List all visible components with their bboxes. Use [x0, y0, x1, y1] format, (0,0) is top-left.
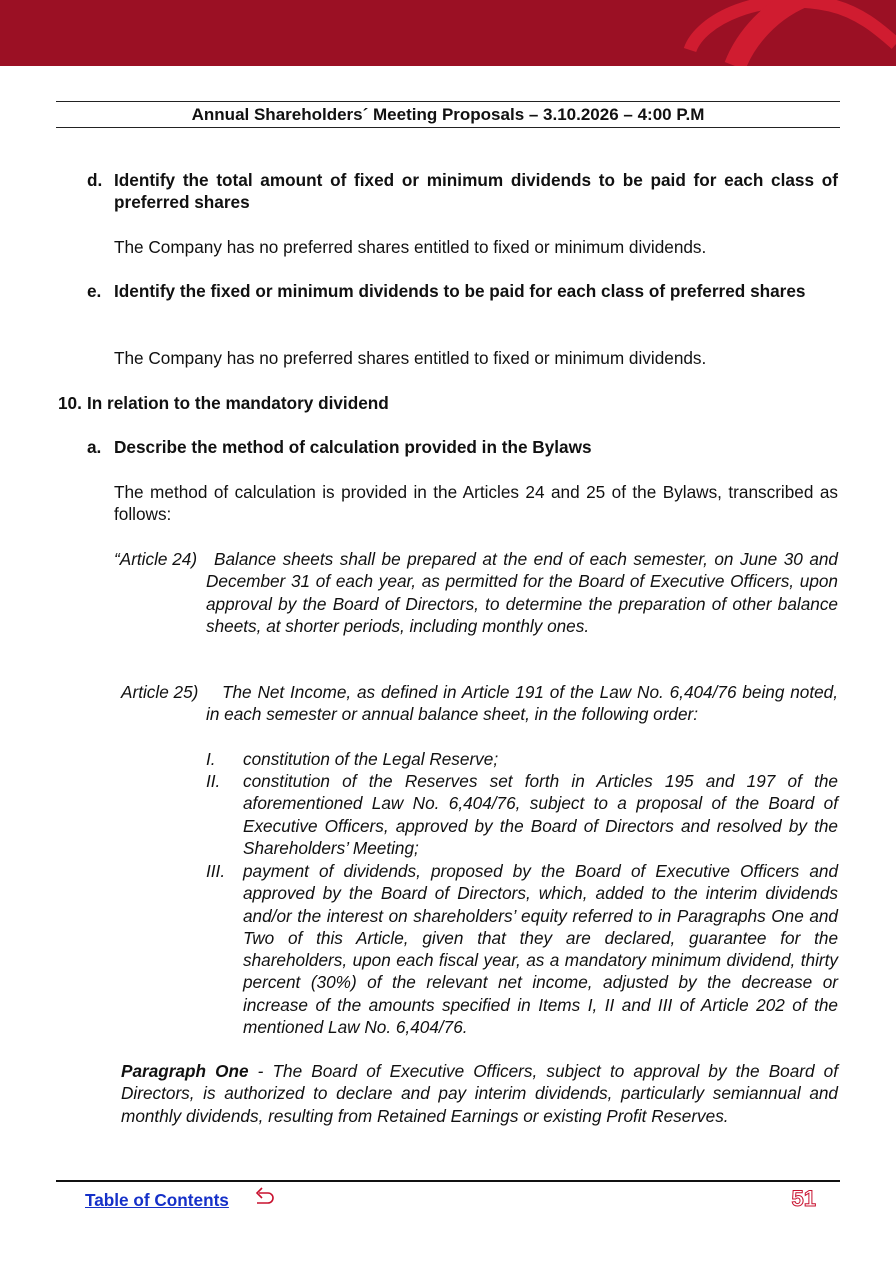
paragraph-one-label: Paragraph One — [121, 1061, 249, 1081]
item-a-heading: Describe the method of calculation provided in the Bylaws — [114, 437, 592, 457]
item-d-body: The Company has no preferred shares entitled to fixed or minimum dividends. — [114, 237, 707, 257]
footer-divider — [56, 1180, 840, 1182]
article-25-item-text: constitution of the Reserves set forth in Articles 195 and 197 of the aforementioned Law No. 6,404/76, subject to a proposal of the Board of Executive Officers, approved by the Board of Directors and resolved by the Shareholders’ Meeting; — [243, 771, 838, 858]
article-24-label: “Article 24) — [114, 549, 198, 569]
top-brand-banner — [0, 0, 896, 66]
paragraph-one — [121, 1060, 838, 1127]
article-25-item-text: constitution of the Legal Reserve; — [243, 749, 499, 769]
article-24-text: Balance sheets shall be prepared at the end of each semester, on June 30 and December 31 of each year, as permitted for the Board of Executive Officers, upon approval by the Board of Directors, to determine the preparation of other balance sheets, at shorter periods, including monthly ones. — [206, 549, 838, 636]
page-number: 51 — [791, 1186, 816, 1211]
item-a-label: a. — [87, 437, 102, 457]
article-25-item-num: I. — [206, 749, 216, 769]
table-of-contents-link[interactable]: Table of Contents — [85, 1190, 229, 1210]
article-25-label: Article 25) — [121, 682, 199, 702]
section-10-number: 10. — [58, 393, 82, 413]
page-header-title: Annual Shareholders´ Meeting Proposals – 3.10.2026 – 4:00 P.M — [56, 101, 840, 128]
item-d-label: d. — [87, 170, 103, 190]
article-25-item-num: II. — [206, 771, 221, 791]
article-25-item-text: payment of dividends, proposed by the Board of Executive Officers and approved by the Board of Directors, which, added to the interim dividends and/or the interest on shareholders’ equity referred to in Paragraphs One and Two of this Article, given that they are declared, guarantee for the shareholders, upon each fiscal year, as a mandatory minimum dividend, thirty percent (30%) of the relevant net income, adjusted by the decrease or increase of the amounts specified in Items I, II and III of Article 202 of the mentioned Law No. 6,404/76. — [243, 861, 838, 1038]
item-e-label: e. — [87, 281, 102, 301]
article-25-text: The Net Income, as defined in Article 191 of the Law No. 6,404/76 being noted, in each semester or annual balance sheet, in the following order: — [206, 682, 838, 725]
item-d-heading: Identify the total amount of fixed or minimum dividends to be paid for each class of preferred shares — [114, 170, 838, 213]
section-10-heading: In relation to the mandatory dividend — [87, 393, 389, 413]
return-arrow-icon[interactable] — [253, 1185, 277, 1207]
brand-swoosh-icon — [0, 0, 896, 66]
article-25-item-num: III. — [206, 861, 226, 881]
item-a-body: The method of calculation is provided in the Articles 24 and 25 of the Bylaws, transcribed as follows: — [114, 482, 838, 525]
item-e-body: The Company has no preferred shares entitled to fixed or minimum dividends. — [114, 348, 707, 368]
paragraph-one-text: - The Board of Executive Officers, subject to approval by the Board of Directors, is authorized to declare and pay interim dividends, particularly semiannual and monthly dividends, resulting from Retained Earnings or existing Profit Reserves. — [121, 1061, 838, 1126]
item-e-heading: Identify the fixed or minimum dividends to be paid for each class of preferred shares — [114, 281, 806, 301]
